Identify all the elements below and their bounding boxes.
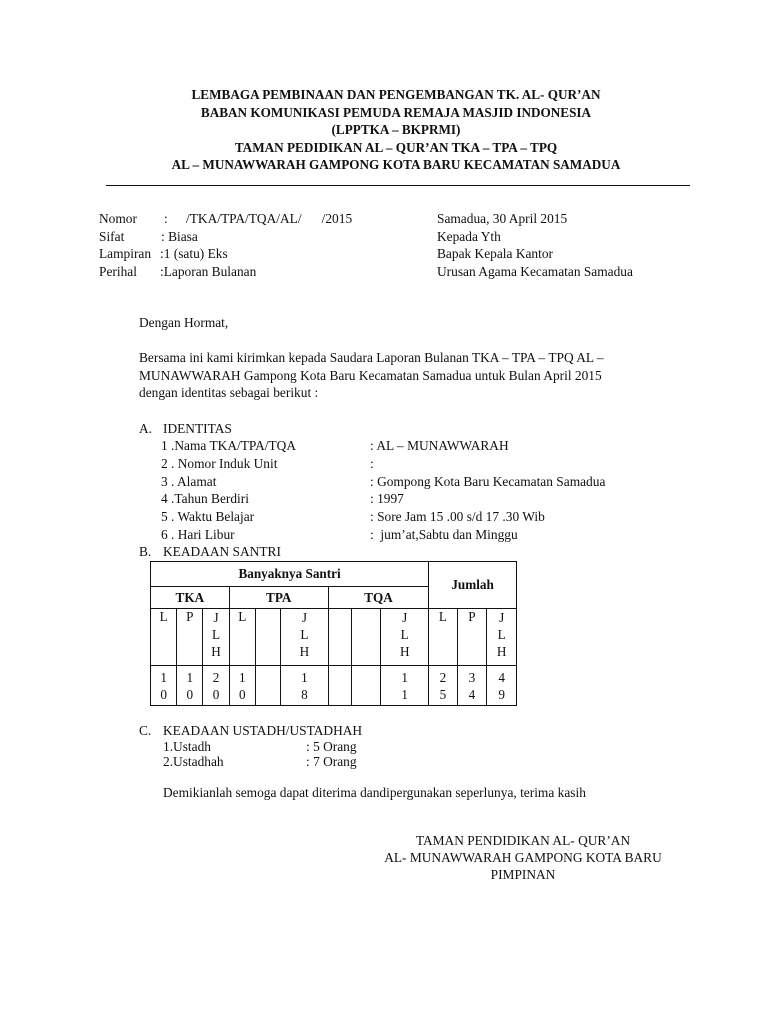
tpa-p-value (255, 666, 280, 706)
tka-l-value: 1 0 (151, 666, 177, 706)
tqa-l-value (328, 666, 351, 706)
identitas-value: : AL – MUNAWWARAH (370, 438, 509, 453)
tqa-p-header (351, 609, 381, 666)
greeting: Dengan Hormat, (139, 315, 229, 330)
tka-jlh-header: J L H (203, 609, 229, 666)
tqa-jlh-header: J L H (381, 609, 429, 666)
tka-p-value: 1 0 (177, 666, 203, 706)
tka-jlh-value: 2 0 (203, 666, 229, 706)
banyaknya-santri-header: Banyaknya Santri (151, 562, 429, 587)
nomor-value: /TKA/TPA/TQA/AL/ /2015 (186, 211, 353, 226)
identitas-label: 3 . Alamat (161, 474, 217, 489)
section-b-letter: B. (139, 544, 152, 559)
tka-p-header: P (177, 609, 203, 666)
tpa-header: TPA (229, 587, 328, 609)
recipient-office: Urusan Agama Kecamatan Samadua (437, 264, 633, 279)
section-c-letter: C. (139, 723, 152, 738)
signature-line-2: AL- MUNAWWARAH GAMPONG KOTA BARU (384, 850, 662, 865)
tpa-p-header (255, 609, 280, 666)
letterhead-line-4: TAMAN PEDIDIKAN AL – QUR’AN TKA – TPA – TPQ (234, 139, 558, 155)
identitas-label: 2 . Nomor Induk Unit (161, 456, 278, 471)
santri-table (150, 561, 517, 706)
perihal-value: :Laporan Bulanan (160, 264, 257, 279)
ustadh-value: : 5 Orang (306, 739, 357, 754)
identitas-value: : Sore Jam 15 .00 s/d 17 .30 Wib (370, 509, 545, 524)
sifat-value: : Biasa (161, 229, 198, 244)
jumlah-jlh-value: 4 9 (487, 666, 517, 706)
signature-line-1: TAMAN PENDIDIKAN AL- QUR’AN (415, 833, 631, 848)
sifat-label: Sifat (99, 229, 125, 244)
ustadh-label: 1.Ustadh (163, 739, 211, 754)
tqa-header: TQA (328, 587, 428, 609)
tpa-jlh-value: 1 8 (280, 666, 328, 706)
closing-text: Demikianlah semoga dapat diterima dandipergunakan seperlunya, terima kasih (163, 785, 586, 800)
tqa-l-header (328, 609, 351, 666)
letterhead-line-1: LEMBAGA PEMBINAAN DAN PENGEMBANGAN TK. AL- QUR’AN (191, 87, 601, 102)
recipient-to: Kepada Yth (437, 229, 501, 244)
lampiran-label: Lampiran (99, 246, 152, 261)
section-c-heading: KEADAAN USTADH/USTADHAH (163, 723, 363, 738)
paragraph-line-1: Bersama ini kami kirimkan kepada Saudara Laporan Bulanan TKA – TPA – TPQ AL – (139, 350, 604, 365)
letterhead-line-5: AL – MUNAWWARAH GAMPONG KOTA BARU KECAMATAN SAMADUA (171, 157, 621, 172)
jumlah-p-value: 3 4 (457, 666, 487, 706)
identitas-value: : Gompong Kota Baru Kecamatan Samadua (370, 474, 606, 489)
tqa-p-value (351, 666, 381, 706)
place-date: Samadua, 30 April 2015 (437, 211, 568, 226)
section-a-heading: IDENTITAS (163, 421, 232, 436)
identitas-value: : jum’at,Sabtu dan Minggu (370, 527, 518, 542)
ustadhah-label: 2.Ustadhah (163, 754, 224, 769)
nomor-label: Nomor (99, 211, 137, 226)
tpa-l-header: L (229, 609, 255, 666)
letterhead-line-2: BABAN KOMUNIKASI PEMUDA REMAJA MASJID INDONESIA (200, 104, 592, 120)
jumlah-p-header: P (457, 609, 487, 666)
letterhead-divider (106, 185, 690, 186)
jumlah-jlh-header: J L H (487, 609, 517, 666)
perihal-label: Perihal (99, 264, 137, 279)
paragraph-line-3: dengan identitas sebagai berikut : (139, 385, 319, 400)
nomor-colon: : (164, 211, 168, 226)
tqa-jlh-value: 1 1 (381, 666, 429, 706)
identitas-label: 1 .Nama TKA/TPA/TQA (161, 438, 297, 453)
tka-l-header: L (151, 609, 177, 666)
tka-header: TKA (151, 587, 230, 609)
paragraph-line-2: MUNAWWARAH Gampong Kota Baru Kecamatan Samadua untuk Bulan April 2015 (139, 368, 602, 383)
ustadhah-value: : 7 Orang (306, 754, 357, 769)
identitas-label: 5 . Waktu Belajar (161, 509, 255, 524)
tpa-jlh-header: J L H (280, 609, 328, 666)
signature-line-3: PIMPINAN (490, 867, 556, 882)
jumlah-l-value: 2 5 (429, 666, 458, 706)
identitas-label: 6 . Hari Libur (161, 527, 235, 542)
tpa-l-value: 1 0 (229, 666, 255, 706)
section-a-letter: A. (139, 421, 153, 436)
identitas-value: : (370, 456, 374, 471)
letterhead (100, 86, 692, 174)
section-b-heading: KEADAAN SANTRI (163, 544, 281, 559)
jumlah-header: Jumlah (429, 562, 517, 609)
jumlah-l-header: L (429, 609, 458, 666)
recipient-name: Bapak Kepala Kantor (437, 246, 554, 261)
identitas-value: : 1997 (370, 491, 404, 506)
identitas-label: 4 .Tahun Berdiri (161, 491, 249, 506)
letterhead-line-3: (LPPTKA – BKPRMI) (331, 122, 461, 137)
lampiran-value: :1 (satu) Eks (160, 246, 228, 261)
